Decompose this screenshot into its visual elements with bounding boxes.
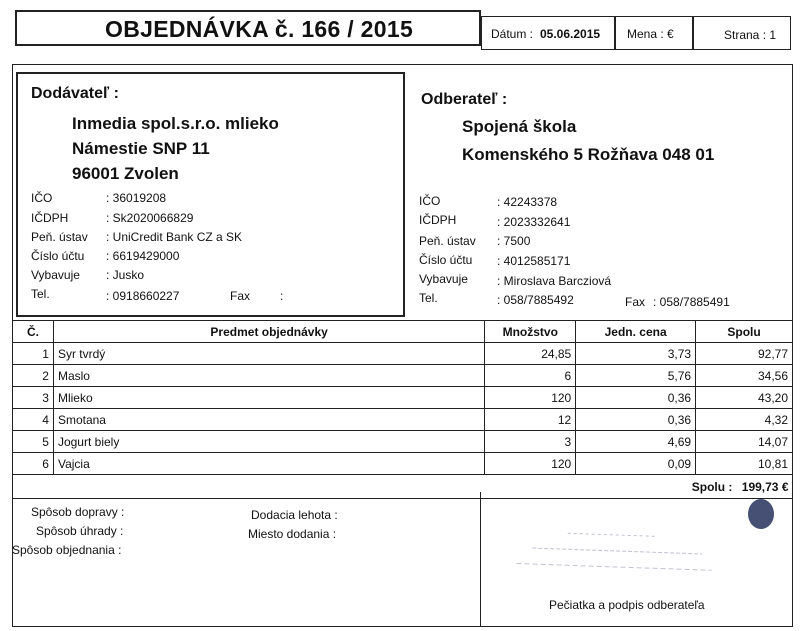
row-total: 43,20: [696, 387, 793, 409]
customer-heading: Odberateľ :: [421, 91, 508, 108]
row-number: 2: [13, 365, 54, 387]
customer-address: Komenského 5 Rožňava 048 01: [462, 145, 715, 164]
currency-box: [615, 16, 693, 50]
supplier-street: Námestie SNP 11: [72, 139, 210, 158]
supplier-ico-label: IČO: [31, 191, 53, 205]
date-value: 05.06.2015: [540, 27, 601, 41]
supplier-city: 96001 Zvolen: [72, 164, 179, 183]
supplier-tel-value: : 0918660227: [106, 289, 180, 303]
supplier-fax-label: Fax: [230, 289, 251, 303]
customer-fax-label: Fax: [625, 295, 646, 309]
column-header-total: Spolu: [696, 321, 793, 343]
customer-section: [405, 72, 793, 317]
row-unit-price: 0,09: [576, 453, 696, 475]
grand-total-label: Spolu :: [691, 479, 733, 494]
row-total: 92,77: [696, 343, 793, 365]
customer-contact-value: : Miroslava Barcziová: [497, 274, 612, 288]
stamp-mark: [511, 523, 723, 587]
row-quantity: 120: [485, 387, 576, 409]
customer-name: Spojená škola: [462, 117, 577, 136]
row-unit-price: 3,73: [576, 343, 696, 365]
customer-tel-value: : 058/7885492: [497, 293, 574, 307]
table-row: [13, 453, 793, 475]
row-unit-price: 4,69: [576, 431, 696, 453]
supplier-ico-value: : 36019208: [106, 191, 167, 205]
row-item: Maslo: [53, 365, 484, 387]
row-number: 5: [13, 431, 54, 453]
transport-label: Spôsob dopravy :: [31, 505, 125, 519]
supplier-contact-label: Vybavuje: [31, 268, 80, 282]
table-row: [13, 409, 793, 431]
row-quantity: 6: [485, 365, 576, 387]
customer-fax-value: : 058/7885491: [653, 295, 730, 309]
row-number: 1: [13, 343, 54, 365]
ink-mark: [748, 499, 774, 529]
table-row: [13, 387, 793, 409]
customer-account-label: Číslo účtu: [419, 253, 473, 267]
row-total: 14,07: [696, 431, 793, 453]
payment-label: Spôsob úhrady :: [36, 524, 124, 538]
order-items-table: [12, 320, 793, 499]
row-item: Jogurt biely: [53, 431, 484, 453]
row-unit-price: 5,76: [576, 365, 696, 387]
currency-text: Mena : €: [627, 27, 674, 41]
stamp-graphic: [511, 523, 723, 582]
customer-tel-label: Tel.: [419, 291, 438, 305]
column-header-number: Č.: [13, 321, 54, 343]
supplier-icdph-value: : Sk2020066829: [106, 211, 194, 225]
customer-bank-value: : 7500: [497, 234, 531, 248]
table-row: [13, 365, 793, 387]
column-header-unit-price: Jedn. cena: [576, 321, 696, 343]
supplier-bank-label: Peň. ústav: [31, 230, 88, 244]
supplier-tel-label: Tel.: [31, 287, 50, 301]
supplier-heading: Dodávateľ :: [31, 85, 119, 102]
column-header-item: Predmet objednávky: [53, 321, 484, 343]
table-row: [13, 343, 793, 365]
document-title: OBJEDNÁVKA č. 166 / 2015: [105, 16, 414, 42]
order-method-label: Spôsob objednania :: [12, 543, 122, 557]
row-item: Mlieko: [53, 387, 484, 409]
row-item: Vajcia: [53, 453, 484, 475]
row-number: 3: [13, 387, 54, 409]
row-quantity: 12: [485, 409, 576, 431]
row-item: Syr tvrdý: [53, 343, 484, 365]
row-number: 6: [13, 453, 54, 475]
date-label: Dátum :: [491, 27, 534, 41]
supplier-fax-value: :: [280, 289, 284, 303]
supplier-name: Inmedia spol.s.r.o. mlieko: [72, 114, 279, 133]
delivery-place-label: Miesto dodania :: [248, 527, 337, 541]
signature-label: Pečiatka a podpis odberateľa: [549, 598, 705, 612]
row-total: 34,56: [696, 365, 793, 387]
supplier-bank-value: : UniCredit Bank CZ a SK: [106, 230, 243, 244]
supplier-account-label: Číslo účtu: [31, 249, 85, 263]
row-quantity: 120: [485, 453, 576, 475]
table-row: [13, 431, 793, 453]
date-box: [481, 16, 615, 50]
supplier-account-value: : 6619429000: [106, 249, 180, 263]
customer-ico-value: : 42243378: [497, 195, 558, 209]
row-unit-price: 0,36: [576, 387, 696, 409]
page-number: Strana : 1: [724, 28, 777, 42]
customer-ico-label: IČO: [419, 194, 441, 208]
title-box: [15, 10, 481, 46]
delivery-term-label: Dodacia lehota :: [251, 508, 338, 522]
row-total: 10,81: [696, 453, 793, 475]
column-header-quantity: Množstvo: [485, 321, 576, 343]
customer-account-value: : 4012585171: [497, 254, 571, 268]
supplier-contact-value: : Jusko: [106, 268, 145, 282]
customer-icdph-value: : 2023332641: [497, 215, 571, 229]
supplier-icdph-label: IČDPH: [31, 211, 69, 225]
grand-total-value: 199,73 €: [741, 479, 789, 494]
row-total: 4,32: [696, 409, 793, 431]
row-unit-price: 0,36: [576, 409, 696, 431]
row-number: 4: [13, 409, 54, 431]
supplier-section: [16, 72, 405, 317]
customer-contact-label: Vybavuje: [419, 272, 468, 286]
page-box: [693, 16, 791, 50]
row-quantity: 3: [485, 431, 576, 453]
customer-bank-label: Peň. ústav: [419, 234, 476, 248]
row-item: Smotana: [53, 409, 484, 431]
table-header-row: [13, 321, 793, 343]
row-quantity: 24,85: [485, 343, 576, 365]
customer-icdph-label: IČDPH: [419, 213, 457, 227]
